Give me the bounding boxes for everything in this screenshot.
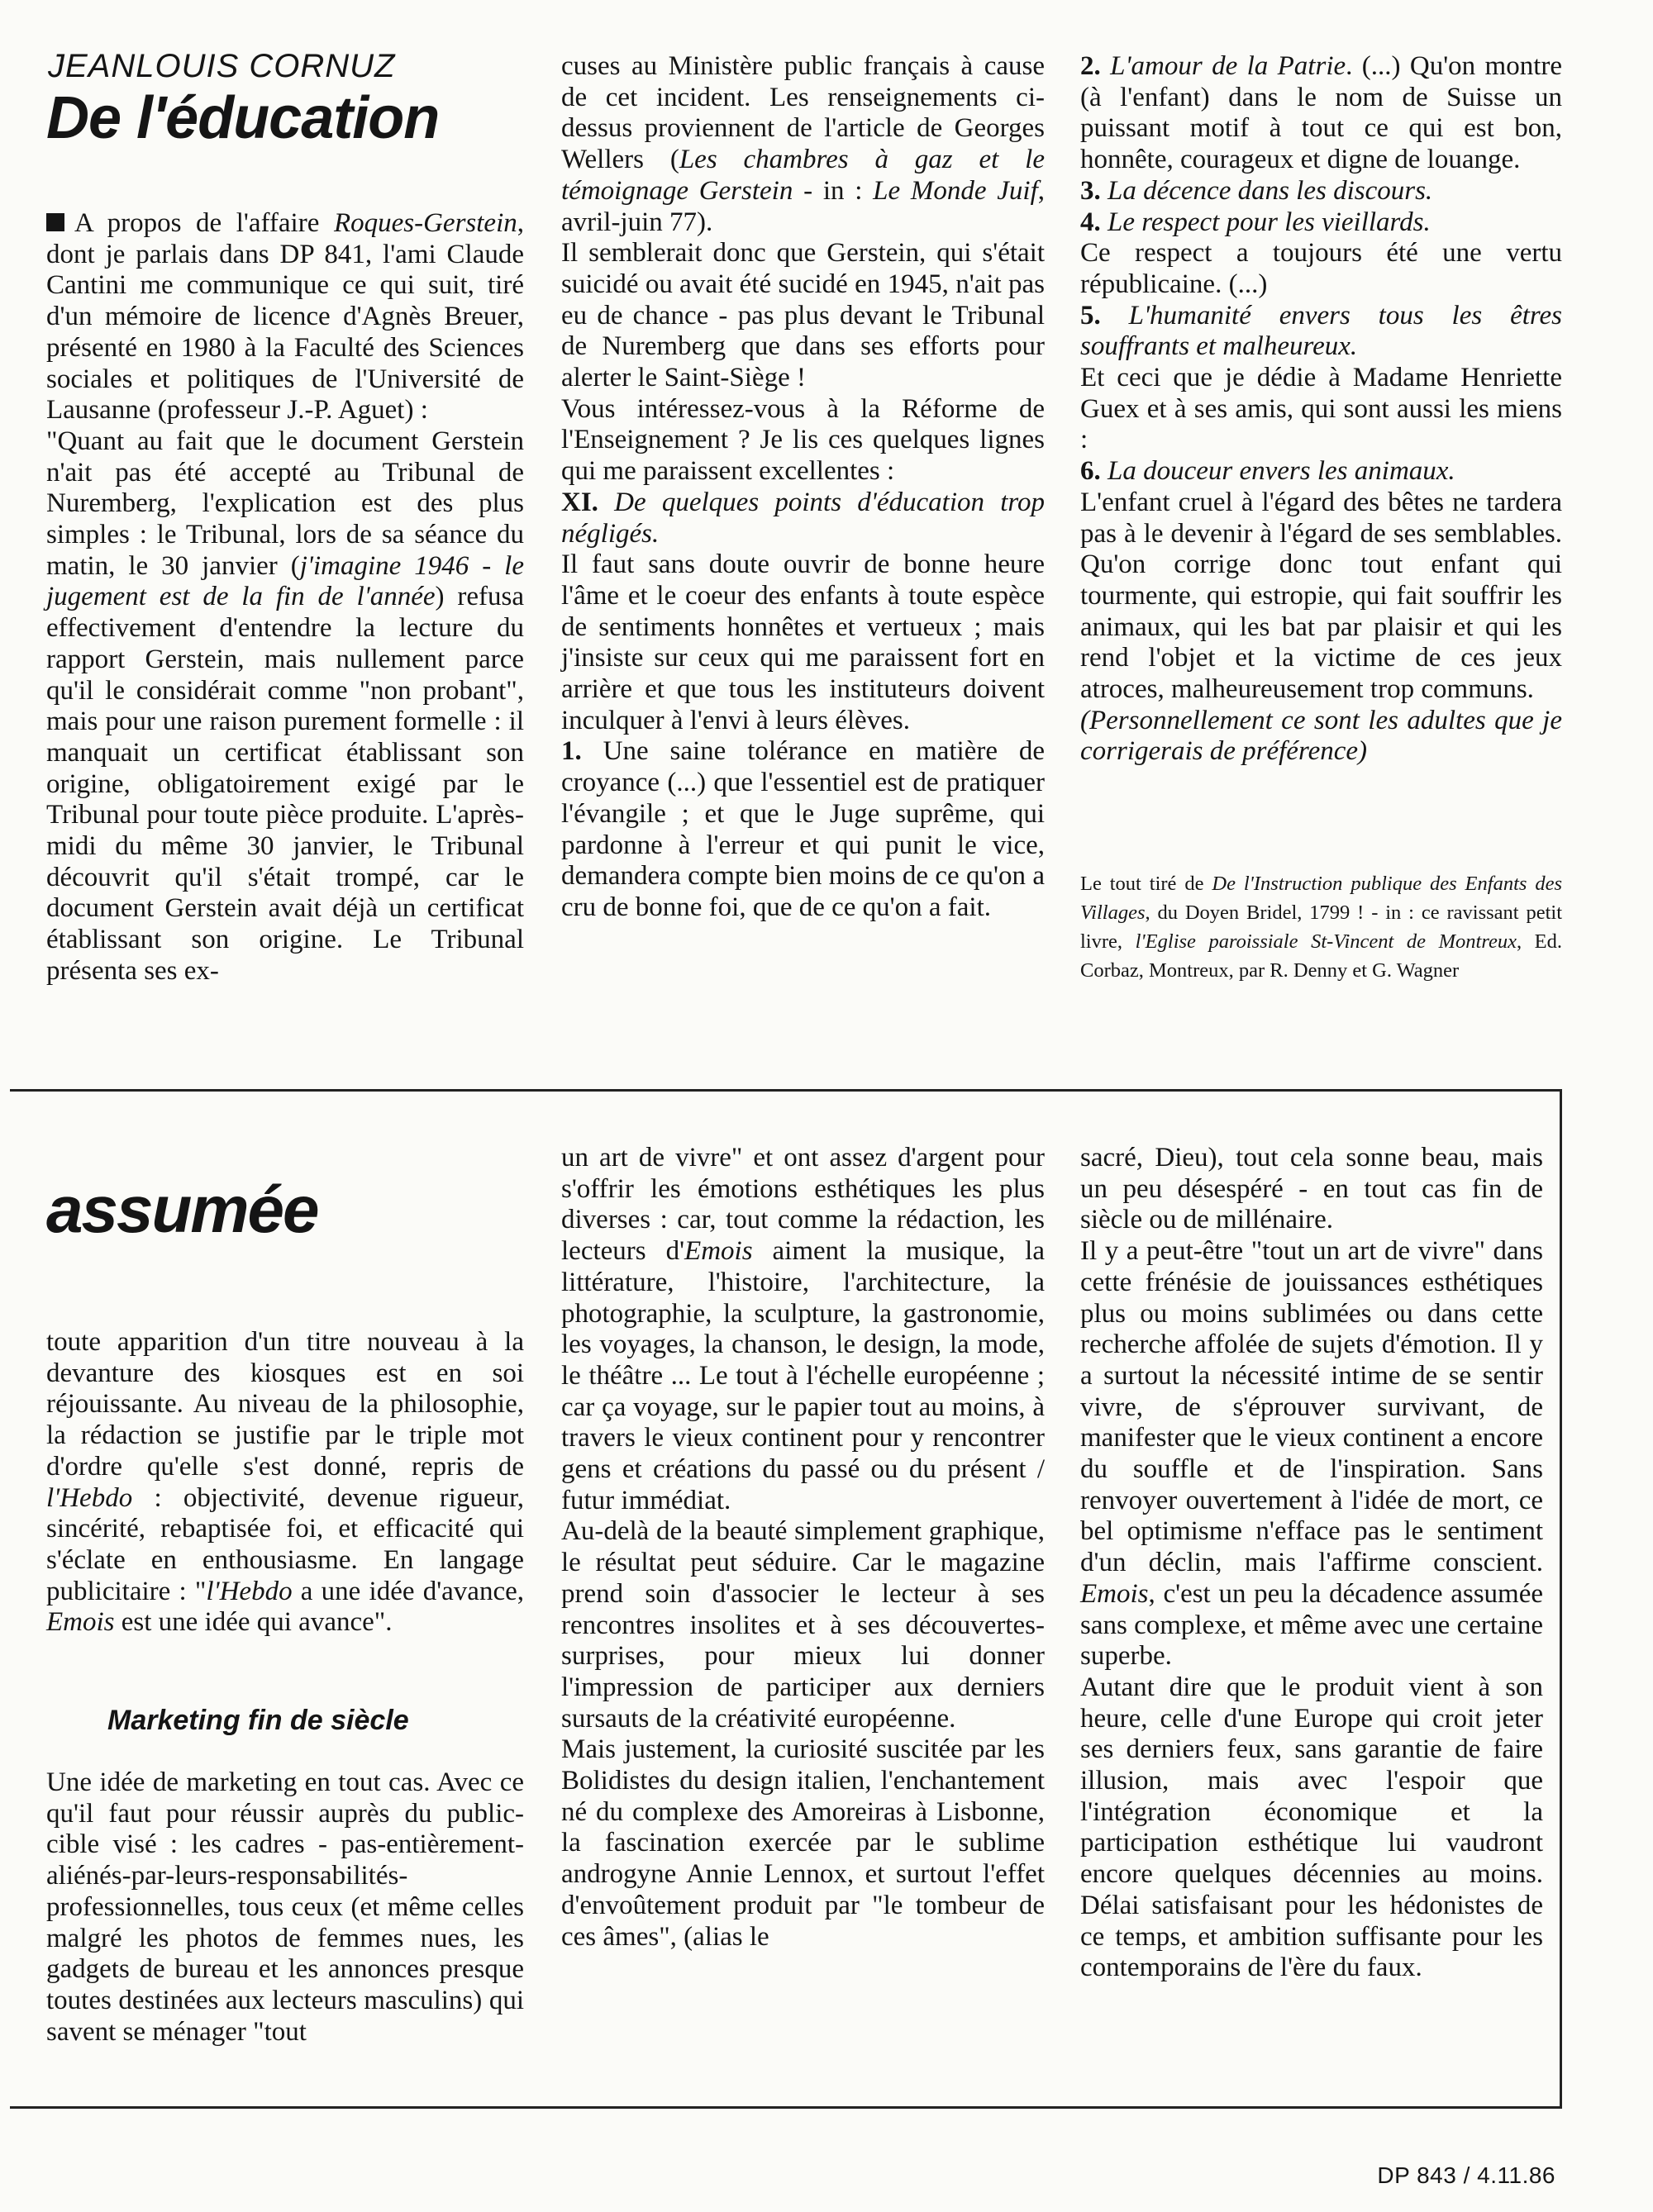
paragraph: Ce respect a toujours été une vertu républicaine. (...)	[1080, 238, 1562, 299]
paragraph: Le tout tiré de De l'Instruction publique des Enfants des Villages, du Doyen Bridel, 1799 ! - in : ce ravissant petit livre, l'Eglise paroissiale St-Vincent de Montreux, Ed. Corbaz, Montreux, par R. Denny et G. Wagner	[1080, 873, 1563, 982]
paragraph: cuses au Ministère public français à cause de cet incident. Les renseignements ci-dessus proviennent de l'article de Georges Wellers (Les chambres à gaz et le témoignage Gerstein - in : Le Monde Juif, avril-juin 77).	[561, 51, 1046, 237]
paragraph: "Quant au fait que le document Gerstein n'ait pas été accepté au Tribunal de Nuremberg, l'explication est des plus simples : le Tribunal, lors de sa séance du matin, le 30 janvier (j'imagine 1946 - le jugement est de la fin de l'année) refusa effectivement d'entendre la lecture du rapport Gerstein, mais nullement parce qu'il le considérait comme "non probant", mais pour une raison purement formelle : il manquait un certificat établissant son origine, obligatoirement exigé par le Tribunal pour toute pièce produite. L'après-midi du même 30 janvier, le Tribunal découvrit qu'il s'était trompé, car le document Gerstein avait déjà un certificat établissant son origine. Le Tribunal présenta ses ex-	[46, 426, 525, 986]
paragraph: Une idée de marketing en tout cas. Avec ce qu'il faut pour réussir auprès du public-cible visé : les cadres - pas-entièrement-aliénés-par-leurs-responsabilités-professionnelles, tous ceux (et même celles malgré les photos de femmes nues, les gadgets de bureau et les annonces presque toutes destinées aux lecteurs masculins) qui savent se ménager "tout	[46, 1767, 524, 2047]
paragraph: Il semblerait donc que Gerstein, qui s'était suicidé ou avait été sucidé en 1945, n'ait pas eu de chance - pas plus devant le Tribunal de Nuremberg que dans ses efforts pour alerter le Saint-Siège !	[561, 238, 1045, 393]
paragraph: Autant dire que le produit vient à son heure, celle d'une Europe qui croit jeter ses derniers feux, sans garantie de faire illusion, mais avec l'espoir que l'intégration économique et la participation esthétique lui vaudront encore quelques décennies au moins. Délai satisfaisant pour les hédonistes de ce temps, et ambition suffisante pour les contemporains de l'ère du faux.	[1080, 1672, 1543, 1983]
paragraph: sacré, Dieu), tout cela sonne beau, mais un peu désespéré - en tout cas fin de siècle ou de millénaire.	[1080, 1143, 1543, 1235]
source-note	[1080, 869, 1562, 985]
divider-top	[10, 1089, 1562, 1092]
paragraph: Au-delà de la beauté simplement graphique, le résultat peut séduire. Car le magazine prend soin d'associer le lecteur à ses rencontres insolites et à ses découvertes-surprises, pour mieux lui donner l'impression de participer aux derniers sursauts de la créativité européenne.	[561, 1516, 1045, 1734]
article-title: assumée	[46, 1173, 318, 1246]
paragraph: Il faut sans doute ouvrir de bonne heure l'âme et le coeur des enfants à toute espèce de sentiments honnêtes et vertueux ; mais j'insiste sur ceux qui me paraissent fort en arrière et que tous les instituteurs doivent inculquer à l'envi à leurs élèves.	[561, 549, 1045, 735]
paragraph: 3. La décence dans les discours.	[1080, 175, 1433, 206]
page-footer: DP 843 / 4.11.86	[1377, 2162, 1555, 2188]
article1-column-2	[561, 51, 1045, 924]
bullet-square-icon	[46, 213, 64, 231]
section-subheading: Marketing fin de siècle	[107, 1705, 409, 1736]
article2-column-1a	[46, 1327, 524, 1639]
paragraph: un art de vivre" et ont assez d'argent pour s'offrir les émotions esthétiques les plus diverses : car, tout comme la rédaction, les lecteurs d'Emois aiment la musique, la littérature, l'histoire, l'architecture, la photographie, la sculpture, la gastronomie, les voyages, la chanson, le design, la mode, le théâtre ... Le tout à l'échelle européenne ; car ça voyage, sur le papier tout au moins, à travers le vieux continent pour y rencontrer gens et créations du passé ou du présent / futur immédiat.	[561, 1143, 1045, 1515]
paragraph: L'enfant cruel à l'égard des bêtes ne tardera pas à le devenir à l'égard de ses semblables. Qu'on corrige donc tout enfant qui tourmente, qui estropie, qui fait souffrir les animaux, qui les bat par plaisir et qui les rend l'objet et la victime de ces jeux atroces, malheureusement trop communs.	[1080, 487, 1562, 705]
article-title: De l'éducation	[46, 85, 440, 151]
paragraph: 6. La douceur envers les animaux.	[1080, 456, 1455, 487]
article1-column-1	[46, 208, 524, 987]
divider-right	[1560, 1089, 1562, 2109]
divider-bottom	[10, 2106, 1562, 2109]
paragraph: 2. L'amour de la Patrie. (...) Qu'on montre (à l'enfant) dans le nom de Suisse un puissant motif à tout ce qui est bon, honnête, courageux et digne de louange.	[1080, 51, 1562, 175]
paragraph: Il y a peut-être "tout un art de vivre" dans cette frénésie de jouissances esthétiques plus ou moins sublimées ou dans cette recherche affolée de sujets d'émotion. Il y a surtout la nécessité intime de se sentir vivre, de s'éprouver survivant, de manifester que le vieux continent a encore du souffle et de l'inspiration. Sans renvoyer ouvertement à l'idée de mort, ce bel optimisme n'efface pas le sentiment d'un déclin, mais l'affirme conscient. Emois, c'est un peu la décadence assumée sans complexe, et même avec une certaine superbe.	[1080, 1236, 1543, 1672]
paragraph: Mais justement, la curiosité suscitée par les Bolidistes du design italien, l'enchantement né du complexe des Amoreiras à Lisbonne, la fascination exercée par le sublime androgyne Annie Lennox, et surtout l'effet d'envoûtement produit par "le tombeur de ces âmes", (alias le	[561, 1734, 1045, 1952]
article2-column-3	[1080, 1143, 1543, 1984]
article2-column-2	[561, 1143, 1045, 1953]
article2-column-1b	[46, 1767, 524, 2048]
paragraph: XI. De quelques points d'éducation trop négligés.	[561, 487, 1045, 549]
paragraph: Et ceci que je dédie à Madame Henriette Guex et à ses amis, qui sont aussi les miens :	[1080, 363, 1562, 455]
paragraph: 5. L'humanité envers tous les êtres souffrants et malheureux.	[1080, 300, 1562, 362]
article1-column-3	[1080, 51, 1562, 768]
paragraph: (Personnellement ce sont les adultes que je corrigerais de préférence)	[1080, 705, 1562, 767]
paragraph: toute apparition d'un titre nouveau à la devanture des kiosques est en soi réjouissante. Au niveau de la philosophie, la rédaction se justifie par le triple mot d'ordre qu'elle s'est donné, repris de l'Hebdo : objectivité, devenue rigueur, sincérité, rebaptisée foi, et efficacité qui s'éclate en enthousiasme. En langage publicitaire : "l'Hebdo a une idée d'avance, Emois est une idée qui avance".	[46, 1327, 524, 1638]
author-name: JEANLOUIS CORNUZ	[48, 48, 396, 84]
paragraph: Vous intéressez-vous à la Réforme de l'Enseignement ? Je lis ces quelques lignes qui me paraissent excellentes :	[561, 393, 1045, 487]
paragraph: A propos de l'affaire Roques-Gerstein, dont je parlais dans DP 841, l'ami Claude Cantini me communique ce qui suit, tiré d'un mémoire de licence d'Agnès Breuer, présenté en 1980 à la Faculté des Sciences sociales et politiques de l'Université de Lausanne (professeur J.-P. Aguet) :	[46, 208, 524, 426]
paragraph: 1. Une saine tolérance en matière de croyance (...) que l'essentiel est de pratiquer l'évangile ; et que le Juge suprême, qui pardonne à l'erreur et qui punit le vice, demandera compte bien moins de ce qu'on a cru de bonne foi, que de ce qu'on a fait.	[561, 736, 1045, 922]
paragraph: 4. Le respect pour les vieillards.	[1080, 207, 1431, 237]
